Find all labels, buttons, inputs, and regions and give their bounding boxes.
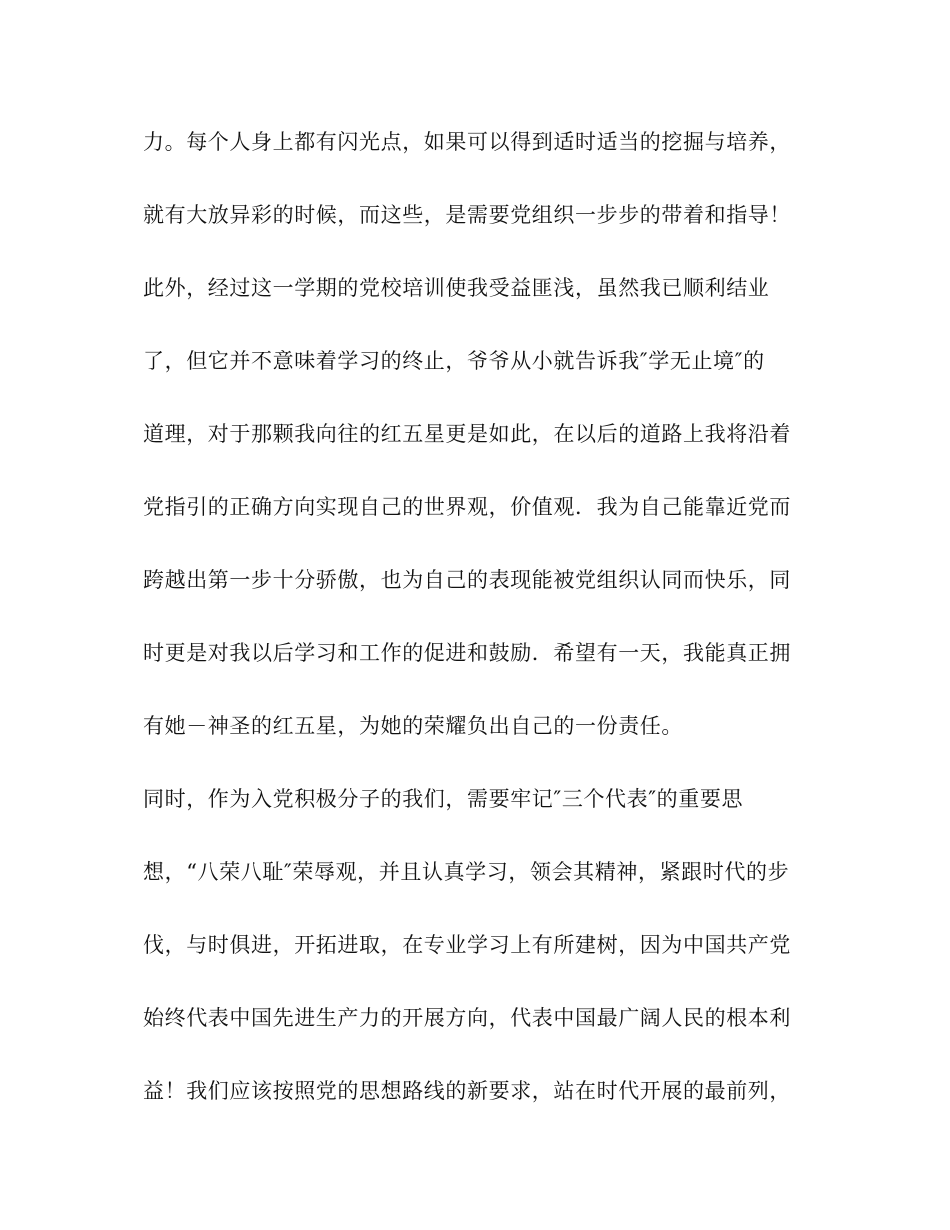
text-line: 始终代表中国先进生产力的开展方向，代表中国最广阔人民的根本利 xyxy=(143,1006,791,1030)
text-line: 有她－神圣的红五星，为她的荣耀负出自己的一份责任。 xyxy=(143,714,683,738)
text-line: 道理，对于那颗我向往的红五星更是如此，在以后的道路上我将沿着 xyxy=(143,422,791,446)
text-line: 同时，作为入党积极分子的我们，需要牢记″三个代表″的重要思 xyxy=(143,787,744,811)
text-line: 时更是对我以后学习和工作的促进和鼓励．希望有一天，我能真正拥 xyxy=(143,641,791,665)
body-text xyxy=(143,122,823,1144)
text-line: 跨越出第一步十分骄傲，也为自己的表现能被党组织认同而快乐，同 xyxy=(143,568,791,592)
text-line: 力。每个人身上都有闪光点，如果可以得到适时适当的挖掘与培养， xyxy=(143,130,791,154)
text-line: 了，但它并不意味着学习的终止，爷爷从小就告诉我″学无止境″的 xyxy=(143,349,765,373)
text-line: 此外，经过这一学期的党校培训使我受益匪浅，虽然我已顺利结业 xyxy=(143,276,770,300)
text-line: 伐，与时俱进，开拓进取，在专业学习上有所建树，因为中国共产党 xyxy=(143,933,791,957)
text-line: 党指引的正确方向实现自己的世界观，价值观．我为自己能靠近党而 xyxy=(143,495,791,519)
text-line: 就有大放异彩的时候，而这些，是需要党组织一步步的带着和指导！ xyxy=(143,203,791,227)
text-line: 益！我们应该按照党的思想路线的新要求，站在时代开展的最前列， xyxy=(143,1079,791,1103)
text-line: 想，“八荣八耻″荣辱观，并且认真学习，领会其精神，紧跟时代的步 xyxy=(143,860,790,884)
